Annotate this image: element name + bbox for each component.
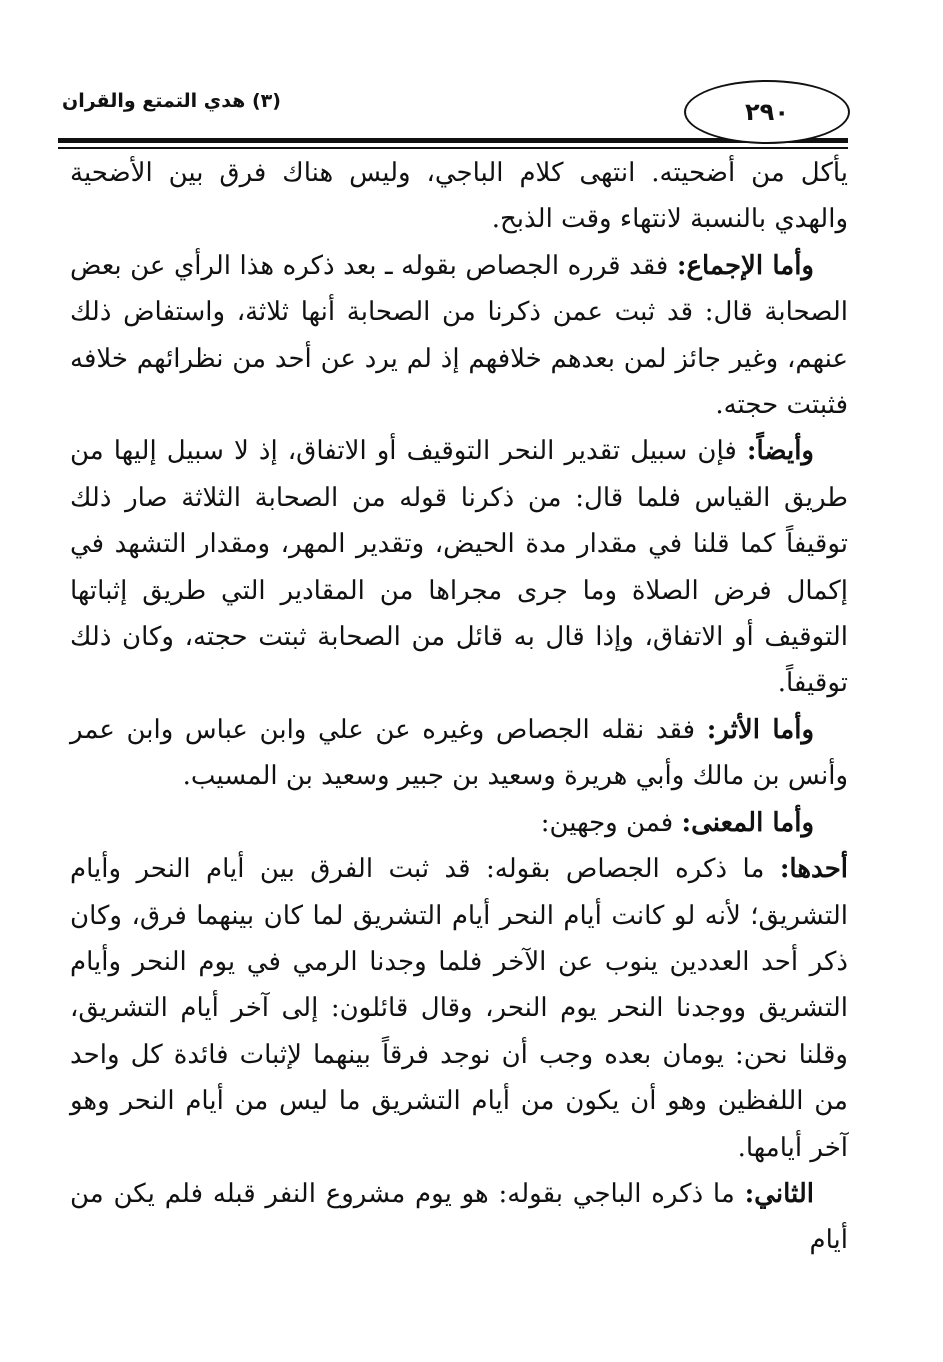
- paragraph-text: فمن وجهين:: [540, 807, 682, 838]
- paragraph: [70, 846, 848, 1171]
- paragraph-lead: وأما الإجماع:: [676, 250, 814, 281]
- paragraph: [70, 707, 848, 800]
- running-title: (٣) هدي التمتع والقران: [62, 90, 281, 112]
- paragraph-lead: الثاني:: [744, 1178, 814, 1209]
- paragraph: [70, 1171, 848, 1264]
- paragraph: [70, 800, 848, 846]
- paragraph-lead: وأما الأثر:: [706, 714, 814, 745]
- page-number: ٢٩٠: [745, 98, 789, 126]
- paragraph-lead: وأيضاً:: [746, 436, 814, 467]
- paragraph: [70, 243, 848, 429]
- paragraph: [70, 150, 848, 243]
- paragraph-text: ما ذكره الجصاص بقوله: قد ثبت الفرق بين أيام النحر وأيام التشريق؛ لأنه لو كانت أيام النحر أيام التشريق لما كان بينهما فرق، وكان ذكر أحد العددين ينوب عن الآخر فلما وجدنا الرمي في يوم النحر وأيام التشريق ووجدنا النحر يوم النحر، وقال قائلون: إلى آخر أيام التشريق، وقلنا نحن: يومان بعده وجب أن نوجد فرقاً بينهما لإثبات فائدة كل واحد من اللفظين وهو أن يكون من أيام التشريق ما ليس من أيام النحر وهو آخر أيامها.: [70, 854, 848, 1163]
- paragraph-text: فقد قرره الجصاص بقوله ـ بعد ذكره هذا الرأي عن بعض الصحابة قال: قد ثبت عمن ذكرنا من الصحابة أنها ثلاثة، واستفاض ذلك عنهم، وغير جائز لمن بعدهم خلافهم إذ لم يرد عن أحد من نظرائهم خلافه فثبتت حجته.: [70, 250, 848, 421]
- paragraph-text: فقد نقله الجصاص وغيره عن علي وابن عباس وابن عمر وأنس بن مالك وأبي هريرة وسعيد بن جبير وسعيد بن المسيب.: [70, 714, 848, 792]
- page-header: [58, 70, 848, 150]
- page-number-oval: [684, 80, 850, 144]
- paragraph-text: يأكل من أضحيته. انتهى كلام الباجي، وليس هناك فرق بين الأضحية والهدي بالنسبة لانتهاء وقت الذبح.: [70, 158, 848, 235]
- paragraph-text: ما ذكره الباجي بقوله: هو يوم مشروع النفر قبله فلم يكن من أيام: [70, 1178, 848, 1256]
- paragraph-text: فإن سبيل تقدير النحر التوقيف أو الاتفاق، إذ لا سبيل إليها من طريق القياس فلما قال: من ذكرنا قوله من الصحابة الثلاثة صار ذلك توقيفاً كما قلنا في مقدار مدة الحيض، وتقدير المهر، ومقدار التشهد في إكمال فرض الصلاة وما جرى مجراها من المقادير التي طريق إثباتها التوقيف أو الاتفاق، وإذا قال به قائل من الصحابة ثبتت حجته، وكان ذلك توقيفاً.: [70, 436, 848, 699]
- paragraph-lead: أحدها:: [779, 854, 848, 885]
- paragraph-lead: وأما المعنى:: [681, 807, 814, 838]
- body-text: [70, 150, 848, 1264]
- paragraph: [70, 428, 848, 706]
- header-rule-thin: [58, 147, 848, 149]
